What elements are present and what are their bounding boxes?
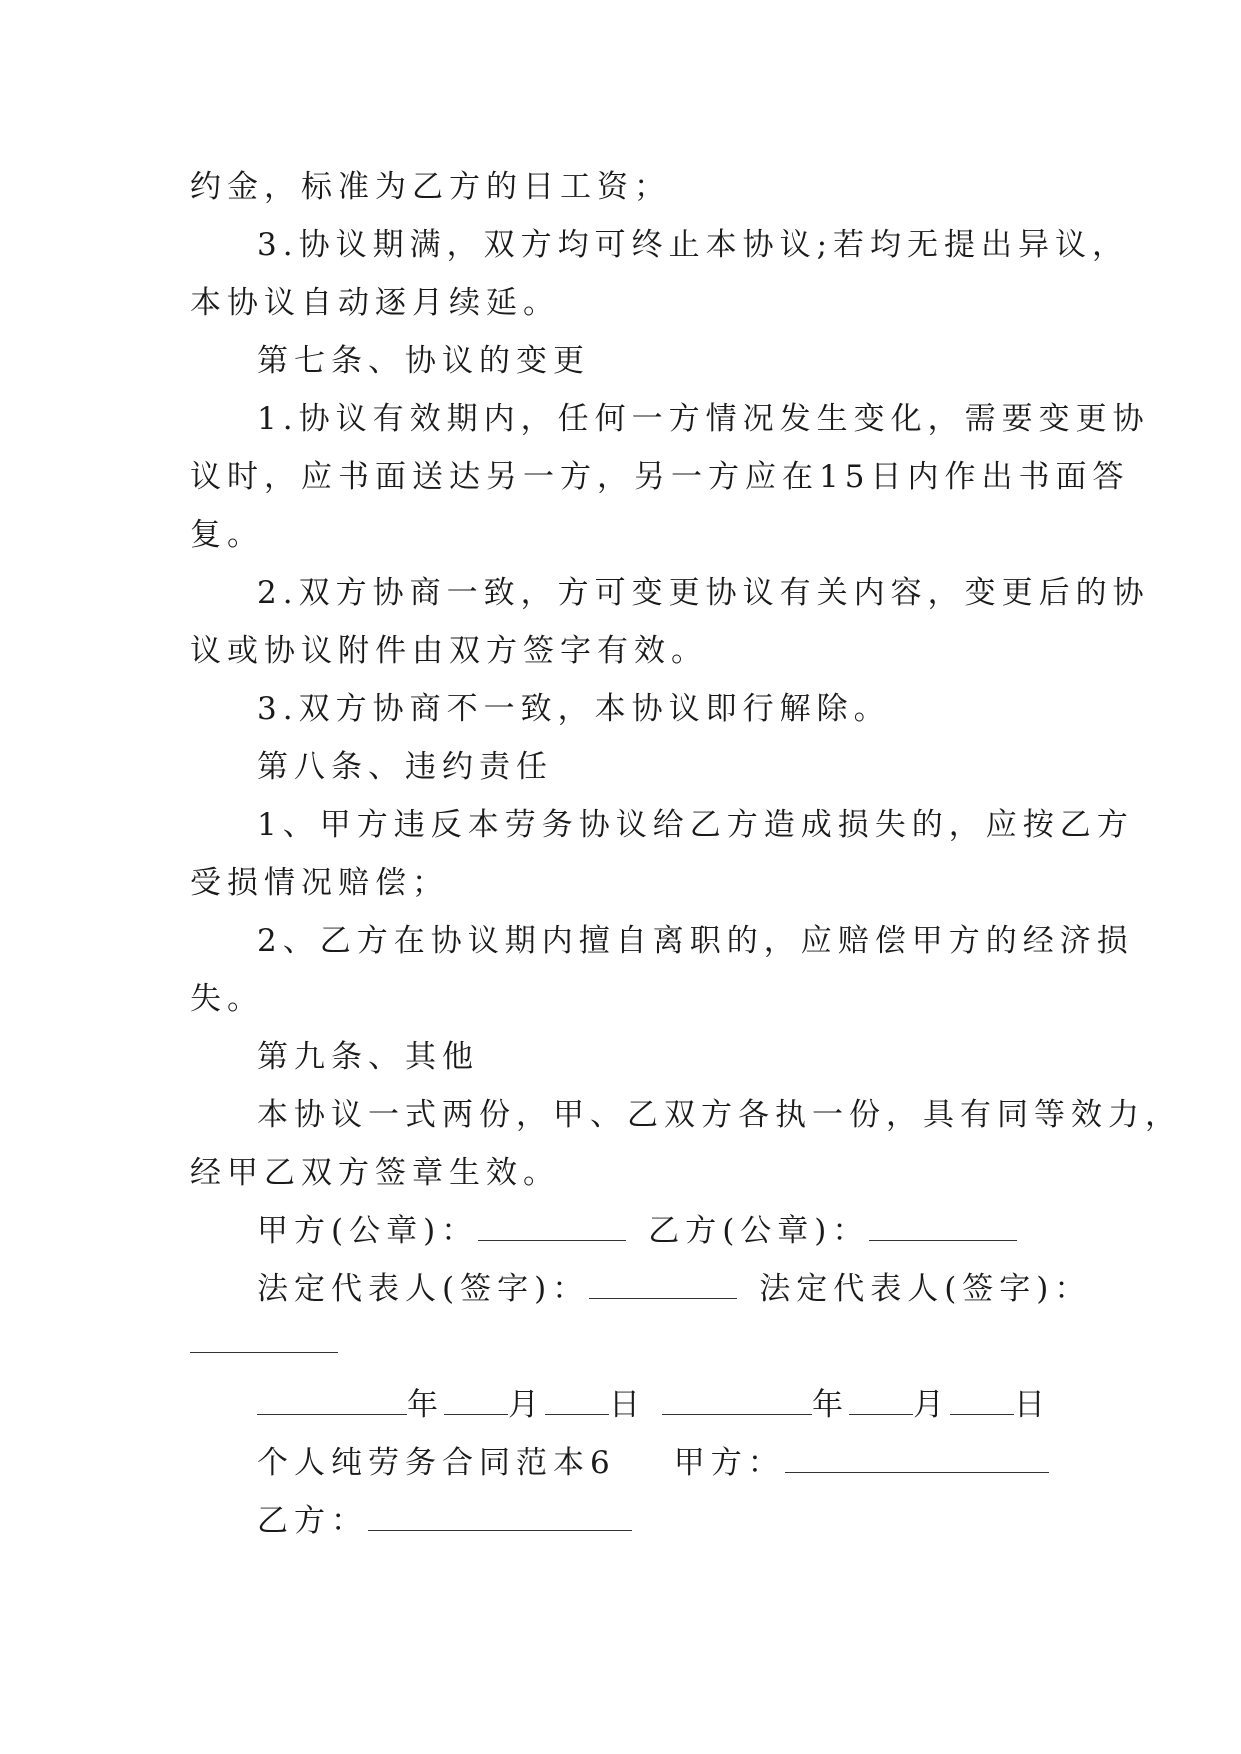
party-b-seal-label: 乙方(公章)： [648,1213,870,1249]
year-a-label: 年 [407,1387,444,1423]
body-line: 复。 [190,517,264,553]
rep-a-blank [589,1298,737,1299]
day-a-blank [545,1414,609,1415]
body-line: 议时，应书面送达另一方，另一方应在15日内作出书面答 [190,459,1130,495]
month-b-label: 月 [913,1387,950,1423]
party-a-seal-label: 甲方(公章)： [257,1213,479,1249]
body-line: 本协议自动逐月续延。 [190,285,560,321]
representative-line [257,1269,1091,1309]
next-party-a-label: 甲方： [673,1445,785,1481]
body-line: 1.协议有效期内，任何一方情况发生变化，需要变更协 [257,401,1150,437]
next-party-b-line [257,1501,632,1541]
section-heading: 第八条、违约责任 [257,749,553,785]
body-line: 3.双方协商不一致，本协议即行解除。 [257,691,891,727]
body-line: 受损情况赔偿； [190,865,449,901]
month-a-label: 月 [508,1387,545,1423]
year-b-label: 年 [812,1387,849,1423]
day-a-label: 日 [609,1387,646,1423]
next-party-b-label: 乙方： [257,1503,368,1539]
day-b-blank [950,1414,1014,1415]
body-line: 1、甲方违反本劳务协议给乙方造成损失的，应按乙方 [257,807,1134,843]
body-line: 2.双方协商一致，方可变更协议有关内容，变更后的协 [257,575,1150,611]
rep-a-label: 法定代表人(签字)： [257,1271,590,1307]
day-b-label: 日 [1014,1387,1051,1423]
rep-b-blank [190,1352,338,1353]
rep-b-label: 法定代表人(签字)： [759,1271,1092,1307]
party-b-seal-blank [869,1240,1017,1241]
body-line: 本协议一式两份，甲、乙双方各执一份，具有同等效力， [257,1097,1182,1133]
body-line: 失。 [190,981,264,1017]
year-b-blank [662,1414,812,1415]
month-a-blank [444,1414,508,1415]
next-contract-title: 个人纯劳务合同范本6 [257,1445,616,1481]
month-b-blank [849,1414,913,1415]
body-line: 2、乙方在协议期内擅自离职的，应赔偿甲方的经济损 [257,923,1134,959]
section-heading: 第九条、其他 [257,1039,479,1075]
next-party-b-blank [368,1530,632,1531]
body-line: 议或协议附件由双方签字有效。 [190,633,708,669]
body-line: 经甲乙双方签章生效。 [190,1155,560,1191]
section-heading: 第七条、协议的变更 [257,343,590,379]
body-line: 3.协议期满，双方均可终止本协议;若均无提出异议， [257,227,1130,263]
year-a-blank [257,1414,407,1415]
party-a-seal-blank [478,1240,626,1241]
seal-line [257,1211,1017,1251]
body-line: 约金，标准为乙方的日工资； [190,169,671,205]
next-party-a-blank [785,1472,1049,1473]
next-contract-line [257,1443,1049,1483]
date-line [257,1385,1051,1425]
